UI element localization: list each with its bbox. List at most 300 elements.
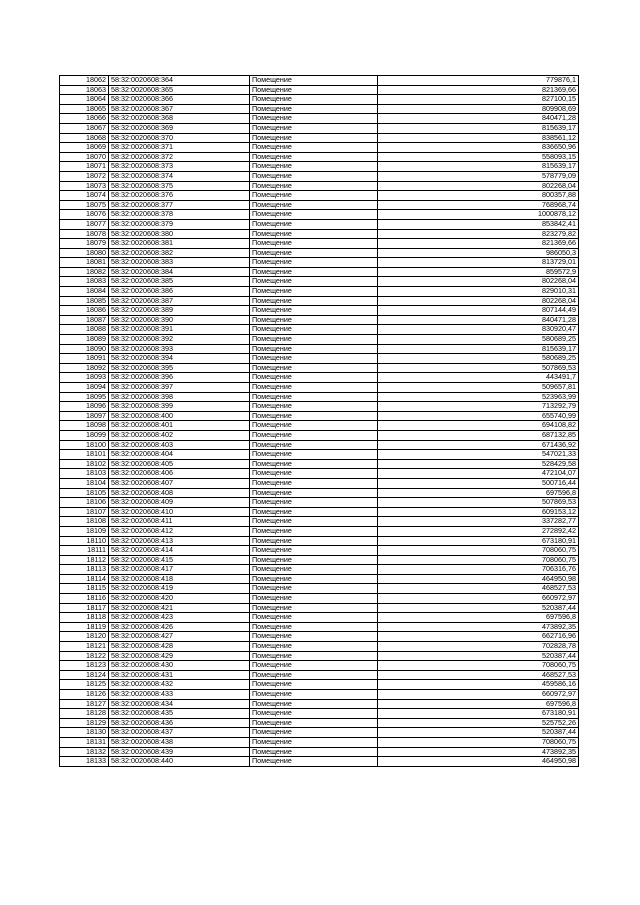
- object-type-cell: Помещение: [250, 632, 378, 642]
- table-row: [60, 162, 579, 172]
- table-row: [60, 555, 579, 565]
- cadastral-number-cell: 58:32:0020608:399: [109, 402, 250, 412]
- cadastral-value-cell: 523963,99: [378, 392, 579, 402]
- row-number-cell: 18090: [60, 344, 109, 354]
- cadastral-number-cell: 58:32:0020608:402: [109, 430, 250, 440]
- cadastral-number-cell: 58:32:0020608:396: [109, 373, 250, 383]
- cadastral-value-cell: 813729,01: [378, 258, 579, 268]
- object-type-cell: Помещение: [250, 114, 378, 124]
- cadastral-value-cell: 809908,69: [378, 104, 579, 114]
- cadastral-number-cell: 58:32:0020608:435: [109, 709, 250, 719]
- table-row: [60, 651, 579, 661]
- table-row: [60, 507, 579, 517]
- cadastral-value-cell: 838561,12: [378, 133, 579, 143]
- cadastral-number-cell: 58:32:0020608:375: [109, 181, 250, 191]
- cadastral-number-cell: 58:32:0020608:411: [109, 517, 250, 527]
- cadastral-number-cell: 58:32:0020608:423: [109, 613, 250, 623]
- cadastral-number-cell: 58:32:0020608:439: [109, 747, 250, 757]
- object-type-cell: Помещение: [250, 152, 378, 162]
- cadastral-number-cell: 58:32:0020608:400: [109, 411, 250, 421]
- object-type-cell: Помещение: [250, 737, 378, 747]
- cadastral-value-cell: 464950,98: [378, 574, 579, 584]
- row-number-cell: 18075: [60, 200, 109, 210]
- cadastral-number-cell: 58:32:0020608:372: [109, 152, 250, 162]
- table-row: [60, 76, 579, 86]
- row-number-cell: 18119: [60, 622, 109, 632]
- table-row: [60, 335, 579, 345]
- cadastral-number-cell: 58:32:0020608:392: [109, 335, 250, 345]
- object-type-cell: Помещение: [250, 181, 378, 191]
- cadastral-number-cell: 58:32:0020608:380: [109, 229, 250, 239]
- cadastral-value-cell: 802268,04: [378, 181, 579, 191]
- row-number-cell: 18098: [60, 421, 109, 431]
- cadastral-number-cell: 58:32:0020608:381: [109, 239, 250, 249]
- object-type-cell: Помещение: [250, 277, 378, 287]
- object-type-cell: Помещение: [250, 670, 378, 680]
- cadastral-number-cell: 58:32:0020608:410: [109, 507, 250, 517]
- object-type-cell: Помещение: [250, 248, 378, 258]
- cadastral-number-cell: 58:32:0020608:429: [109, 651, 250, 661]
- cadastral-number-cell: 58:32:0020608:397: [109, 383, 250, 393]
- row-number-cell: 18083: [60, 277, 109, 287]
- table-row: [60, 402, 579, 412]
- object-type-cell: Помещение: [250, 430, 378, 440]
- table-row: [60, 642, 579, 652]
- cadastral-value-cell: 468527,53: [378, 670, 579, 680]
- object-type-cell: Помещение: [250, 383, 378, 393]
- object-type-cell: Помещение: [250, 287, 378, 297]
- row-number-cell: 18073: [60, 181, 109, 191]
- cadastral-number-cell: 58:32:0020608:414: [109, 546, 250, 556]
- cadastral-number-cell: 58:32:0020608:374: [109, 171, 250, 181]
- row-number-cell: 18091: [60, 354, 109, 364]
- table-row: [60, 383, 579, 393]
- object-type-cell: Помещение: [250, 536, 378, 546]
- row-number-cell: 18124: [60, 670, 109, 680]
- object-type-cell: Помещение: [250, 335, 378, 345]
- object-type-cell: Помещение: [250, 200, 378, 210]
- row-number-cell: 18089: [60, 335, 109, 345]
- table-row: [60, 594, 579, 604]
- object-type-cell: Помещение: [250, 574, 378, 584]
- object-type-cell: Помещение: [250, 85, 378, 95]
- table-row: [60, 210, 579, 220]
- cadastral-value-cell: 660972,97: [378, 690, 579, 700]
- cadastral-value-cell: 768968,74: [378, 200, 579, 210]
- table-row: [60, 344, 579, 354]
- table-row: [60, 574, 579, 584]
- table-row: [60, 373, 579, 383]
- row-number-cell: 18101: [60, 450, 109, 460]
- object-type-cell: Помещение: [250, 143, 378, 153]
- row-number-cell: 18109: [60, 526, 109, 536]
- table-row: [60, 498, 579, 508]
- cadastral-value-cell: 673180,91: [378, 709, 579, 719]
- cadastral-number-cell: 58:32:0020608:368: [109, 114, 250, 124]
- table-row: [60, 143, 579, 153]
- cadastral-value-cell: 840471,28: [378, 114, 579, 124]
- table-row: [60, 757, 579, 767]
- table-row: [60, 325, 579, 335]
- object-type-cell: Помещение: [250, 267, 378, 277]
- cadastral-value-cell: 687132,85: [378, 430, 579, 440]
- cadastral-number-cell: 58:32:0020608:409: [109, 498, 250, 508]
- object-type-cell: Помещение: [250, 488, 378, 498]
- cadastral-value-cell: 662716,96: [378, 632, 579, 642]
- object-type-cell: Помещение: [250, 594, 378, 604]
- cadastral-number-cell: 58:32:0020608:370: [109, 133, 250, 143]
- cadastral-value-cell: 459586,16: [378, 680, 579, 690]
- cadastral-value-cell: 815639,17: [378, 344, 579, 354]
- cadastral-number-cell: 58:32:0020608:428: [109, 642, 250, 652]
- table-row: [60, 747, 579, 757]
- cadastral-value-cell: 468527,53: [378, 584, 579, 594]
- cadastral-value-cell: 525752,26: [378, 718, 579, 728]
- row-number-cell: 18112: [60, 555, 109, 565]
- object-type-cell: Помещение: [250, 478, 378, 488]
- row-number-cell: 18078: [60, 229, 109, 239]
- row-number-cell: 18077: [60, 219, 109, 229]
- object-type-cell: Помещение: [250, 613, 378, 623]
- cadastral-value-cell: 509657,81: [378, 383, 579, 393]
- row-number-cell: 18069: [60, 143, 109, 153]
- cadastral-value-cell: 580689,25: [378, 354, 579, 364]
- object-type-cell: Помещение: [250, 95, 378, 105]
- cadastral-number-cell: 58:32:0020608:373: [109, 162, 250, 172]
- object-type-cell: Помещение: [250, 210, 378, 220]
- cadastral-value-cell: 500716,44: [378, 478, 579, 488]
- cadastral-value-cell: 697596,8: [378, 488, 579, 498]
- cadastral-value-cell: 708060,75: [378, 661, 579, 671]
- cadastral-value-cell: 829010,31: [378, 287, 579, 297]
- table-row: [60, 469, 579, 479]
- object-type-cell: Помещение: [250, 296, 378, 306]
- object-type-cell: Помещение: [250, 747, 378, 757]
- table-row: [60, 613, 579, 623]
- object-type-cell: Помещение: [250, 507, 378, 517]
- cadastral-value-cell: 830920,47: [378, 325, 579, 335]
- table-row: [60, 133, 579, 143]
- cadastral-value-cell: 1000878,12: [378, 210, 579, 220]
- row-number-cell: 18130: [60, 728, 109, 738]
- table-row: [60, 239, 579, 249]
- cadastral-value-cell: 473892,35: [378, 622, 579, 632]
- table-row: [60, 354, 579, 364]
- cadastral-number-cell: 58:32:0020608:436: [109, 718, 250, 728]
- cadastral-value-cell: 827100,15: [378, 95, 579, 105]
- table-row: [60, 450, 579, 460]
- object-type-cell: Помещение: [250, 325, 378, 335]
- cadastral-number-cell: 58:32:0020608:405: [109, 459, 250, 469]
- table-row: [60, 104, 579, 114]
- row-number-cell: 18115: [60, 584, 109, 594]
- cadastral-value-cell: 520387,44: [378, 603, 579, 613]
- row-number-cell: 18113: [60, 565, 109, 575]
- cadastral-value-cell: 986050,3: [378, 248, 579, 258]
- object-type-cell: Помещение: [250, 373, 378, 383]
- table-row: [60, 680, 579, 690]
- object-type-cell: Помещение: [250, 526, 378, 536]
- table-row: [60, 191, 579, 201]
- row-number-cell: 18114: [60, 574, 109, 584]
- cadastral-number-cell: 58:32:0020608:421: [109, 603, 250, 613]
- object-type-cell: Помещение: [250, 315, 378, 325]
- cadastral-value-cell: 836650,96: [378, 143, 579, 153]
- cadastral-number-cell: 58:32:0020608:383: [109, 258, 250, 268]
- cadastral-number-cell: 58:32:0020608:384: [109, 267, 250, 277]
- row-number-cell: 18066: [60, 114, 109, 124]
- object-type-cell: Помещение: [250, 584, 378, 594]
- object-type-cell: Помещение: [250, 642, 378, 652]
- object-type-cell: Помещение: [250, 162, 378, 172]
- object-type-cell: Помещение: [250, 450, 378, 460]
- object-type-cell: Помещение: [250, 440, 378, 450]
- object-type-cell: Помещение: [250, 191, 378, 201]
- cadastral-number-cell: 58:32:0020608:407: [109, 478, 250, 488]
- row-number-cell: 18116: [60, 594, 109, 604]
- cadastral-value-cell: 507869,53: [378, 498, 579, 508]
- object-type-cell: Помещение: [250, 718, 378, 728]
- cadastral-value-cell: 558093,15: [378, 152, 579, 162]
- table-row: [60, 440, 579, 450]
- table-row: [60, 699, 579, 709]
- cadastral-number-cell: 58:32:0020608:427: [109, 632, 250, 642]
- table-row: [60, 632, 579, 642]
- object-type-cell: Помещение: [250, 517, 378, 527]
- row-number-cell: 18103: [60, 469, 109, 479]
- cadastral-number-cell: 58:32:0020608:412: [109, 526, 250, 536]
- table-row: [60, 709, 579, 719]
- table-row: [60, 526, 579, 536]
- cadastral-number-cell: 58:32:0020608:401: [109, 421, 250, 431]
- cadastral-number-cell: 58:32:0020608:418: [109, 574, 250, 584]
- cadastral-value-cell: 840471,28: [378, 315, 579, 325]
- row-number-cell: 18070: [60, 152, 109, 162]
- row-number-cell: 18062: [60, 76, 109, 86]
- table-row: [60, 411, 579, 421]
- object-type-cell: Помещение: [250, 306, 378, 316]
- object-type-cell: Помещение: [250, 104, 378, 114]
- row-number-cell: 18122: [60, 651, 109, 661]
- object-type-cell: Помещение: [250, 171, 378, 181]
- table-row: [60, 267, 579, 277]
- cadastral-value-cell: 821369,66: [378, 239, 579, 249]
- cadastral-value-cell: 671436,92: [378, 440, 579, 450]
- row-number-cell: 18094: [60, 383, 109, 393]
- cadastral-value-cell: 520387,44: [378, 728, 579, 738]
- cadastral-number-cell: 58:32:0020608:377: [109, 200, 250, 210]
- cadastral-number-cell: 58:32:0020608:431: [109, 670, 250, 680]
- table-row: [60, 546, 579, 556]
- table-row: [60, 114, 579, 124]
- cadastral-value-cell: 464950,98: [378, 757, 579, 767]
- object-type-cell: Помещение: [250, 229, 378, 239]
- row-number-cell: 18108: [60, 517, 109, 527]
- row-number-cell: 18131: [60, 737, 109, 747]
- object-type-cell: Помещение: [250, 133, 378, 143]
- row-number-cell: 18106: [60, 498, 109, 508]
- object-type-cell: Помещение: [250, 411, 378, 421]
- object-type-cell: Помещение: [250, 546, 378, 556]
- cadastral-number-cell: 58:32:0020608:430: [109, 661, 250, 671]
- cadastral-number-cell: 58:32:0020608:394: [109, 354, 250, 364]
- table-row: [60, 181, 579, 191]
- row-number-cell: 18118: [60, 613, 109, 623]
- row-number-cell: 18081: [60, 258, 109, 268]
- row-number-cell: 18102: [60, 459, 109, 469]
- cadastral-number-cell: 58:32:0020608:420: [109, 594, 250, 604]
- cadastral-value-cell: 337282,77: [378, 517, 579, 527]
- cadastral-value-cell: 807144,49: [378, 306, 579, 316]
- table-row: [60, 248, 579, 258]
- row-number-cell: 18095: [60, 392, 109, 402]
- cadastral-value-cell: 702828,78: [378, 642, 579, 652]
- cadastral-number-cell: 58:32:0020608:367: [109, 104, 250, 114]
- cadastral-number-cell: 58:32:0020608:433: [109, 690, 250, 700]
- cadastral-value-cell: 823279,82: [378, 229, 579, 239]
- row-number-cell: 18084: [60, 287, 109, 297]
- cadastral-number-cell: 58:32:0020608:415: [109, 555, 250, 565]
- table-row: [60, 536, 579, 546]
- cadastral-number-cell: 58:32:0020608:364: [109, 76, 250, 86]
- object-type-cell: Помещение: [250, 469, 378, 479]
- cadastral-number-cell: 58:32:0020608:366: [109, 95, 250, 105]
- row-number-cell: 18086: [60, 306, 109, 316]
- table-row: [60, 670, 579, 680]
- cadastral-number-cell: 58:32:0020608:395: [109, 363, 250, 373]
- cadastral-number-cell: 58:32:0020608:408: [109, 488, 250, 498]
- row-number-cell: 18100: [60, 440, 109, 450]
- cadastral-number-cell: 58:32:0020608:371: [109, 143, 250, 153]
- cadastral-number-cell: 58:32:0020608:385: [109, 277, 250, 287]
- row-number-cell: 18080: [60, 248, 109, 258]
- row-number-cell: 18125: [60, 680, 109, 690]
- cadastral-number-cell: 58:32:0020608:404: [109, 450, 250, 460]
- cadastral-value-cell: 708060,75: [378, 737, 579, 747]
- row-number-cell: 18093: [60, 373, 109, 383]
- table-row: [60, 95, 579, 105]
- cadastral-number-cell: 58:32:0020608:434: [109, 699, 250, 709]
- row-number-cell: 18104: [60, 478, 109, 488]
- object-type-cell: Помещение: [250, 76, 378, 86]
- row-number-cell: 18063: [60, 85, 109, 95]
- table-row: [60, 219, 579, 229]
- object-type-cell: Помещение: [250, 757, 378, 767]
- table-row: [60, 229, 579, 239]
- cadastral-value-cell: 272892,42: [378, 526, 579, 536]
- cadastral-value-cell: 520387,44: [378, 651, 579, 661]
- table-row: [60, 363, 579, 373]
- row-number-cell: 18111: [60, 546, 109, 556]
- cadastral-number-cell: 58:32:0020608:437: [109, 728, 250, 738]
- cadastral-value-cell: 443491,7: [378, 373, 579, 383]
- row-number-cell: 18105: [60, 488, 109, 498]
- object-type-cell: Помещение: [250, 661, 378, 671]
- object-type-cell: Помещение: [250, 421, 378, 431]
- row-number-cell: 18128: [60, 709, 109, 719]
- table-row: [60, 287, 579, 297]
- row-number-cell: 18121: [60, 642, 109, 652]
- cadastral-value-cell: 779876,1: [378, 76, 579, 86]
- table-row: [60, 315, 579, 325]
- object-type-cell: Помещение: [250, 239, 378, 249]
- cadastral-number-cell: 58:32:0020608:406: [109, 469, 250, 479]
- cadastral-value-cell: 708060,75: [378, 555, 579, 565]
- cadastral-value-cell: 580689,25: [378, 335, 579, 345]
- cadastral-number-cell: 58:32:0020608:438: [109, 737, 250, 747]
- row-number-cell: 18085: [60, 296, 109, 306]
- table-row: [60, 277, 579, 287]
- row-number-cell: 18097: [60, 411, 109, 421]
- object-type-cell: Помещение: [250, 603, 378, 613]
- table-row: [60, 622, 579, 632]
- cadastral-number-cell: 58:32:0020608:369: [109, 123, 250, 133]
- object-type-cell: Помещение: [250, 392, 378, 402]
- cadastral-value-cell: 853842,41: [378, 219, 579, 229]
- cadastral-value-cell: 800357,88: [378, 191, 579, 201]
- cadastral-number-cell: 58:32:0020608:389: [109, 306, 250, 316]
- row-number-cell: 18133: [60, 757, 109, 767]
- row-number-cell: 18088: [60, 325, 109, 335]
- table-body: [60, 76, 579, 767]
- cadastral-value-cell: 660972,97: [378, 594, 579, 604]
- cadastral-value-cell: 507869,53: [378, 363, 579, 373]
- cadastral-number-cell: 58:32:0020608:417: [109, 565, 250, 575]
- row-number-cell: 18079: [60, 239, 109, 249]
- cadastral-number-cell: 58:32:0020608:365: [109, 85, 250, 95]
- row-number-cell: 18099: [60, 430, 109, 440]
- row-number-cell: 18126: [60, 690, 109, 700]
- table-row: [60, 737, 579, 747]
- row-number-cell: 18123: [60, 661, 109, 671]
- table-row: [60, 603, 579, 613]
- table-row: [60, 584, 579, 594]
- table-row: [60, 430, 579, 440]
- cadastral-value-cell: 821369,66: [378, 85, 579, 95]
- table-row: [60, 718, 579, 728]
- row-number-cell: 18082: [60, 267, 109, 277]
- cadastral-number-cell: 58:32:0020608:398: [109, 392, 250, 402]
- table-row: [60, 421, 579, 431]
- row-number-cell: 18117: [60, 603, 109, 613]
- object-type-cell: Помещение: [250, 565, 378, 575]
- cadastral-value-cell: 706316,76: [378, 565, 579, 575]
- table-row: [60, 728, 579, 738]
- object-type-cell: Помещение: [250, 699, 378, 709]
- cadastral-number-cell: 58:32:0020608:432: [109, 680, 250, 690]
- cadastral-value-cell: 802268,04: [378, 296, 579, 306]
- row-number-cell: 18068: [60, 133, 109, 143]
- cadastral-number-cell: 58:32:0020608:403: [109, 440, 250, 450]
- table-row: [60, 517, 579, 527]
- cadastral-value-cell: 802268,04: [378, 277, 579, 287]
- table-row: [60, 306, 579, 316]
- cadastral-number-cell: 58:32:0020608:379: [109, 219, 250, 229]
- cadastral-number-cell: 58:32:0020608:426: [109, 622, 250, 632]
- object-type-cell: Помещение: [250, 680, 378, 690]
- row-number-cell: 18127: [60, 699, 109, 709]
- row-number-cell: 18096: [60, 402, 109, 412]
- object-type-cell: Помещение: [250, 498, 378, 508]
- table-row: [60, 200, 579, 210]
- object-type-cell: Помещение: [250, 651, 378, 661]
- table-row: [60, 123, 579, 133]
- table-row: [60, 392, 579, 402]
- cadastral-value-cell: 859572,9: [378, 267, 579, 277]
- row-number-cell: 18092: [60, 363, 109, 373]
- cadastral-value-cell: 547021,33: [378, 450, 579, 460]
- table-row: [60, 152, 579, 162]
